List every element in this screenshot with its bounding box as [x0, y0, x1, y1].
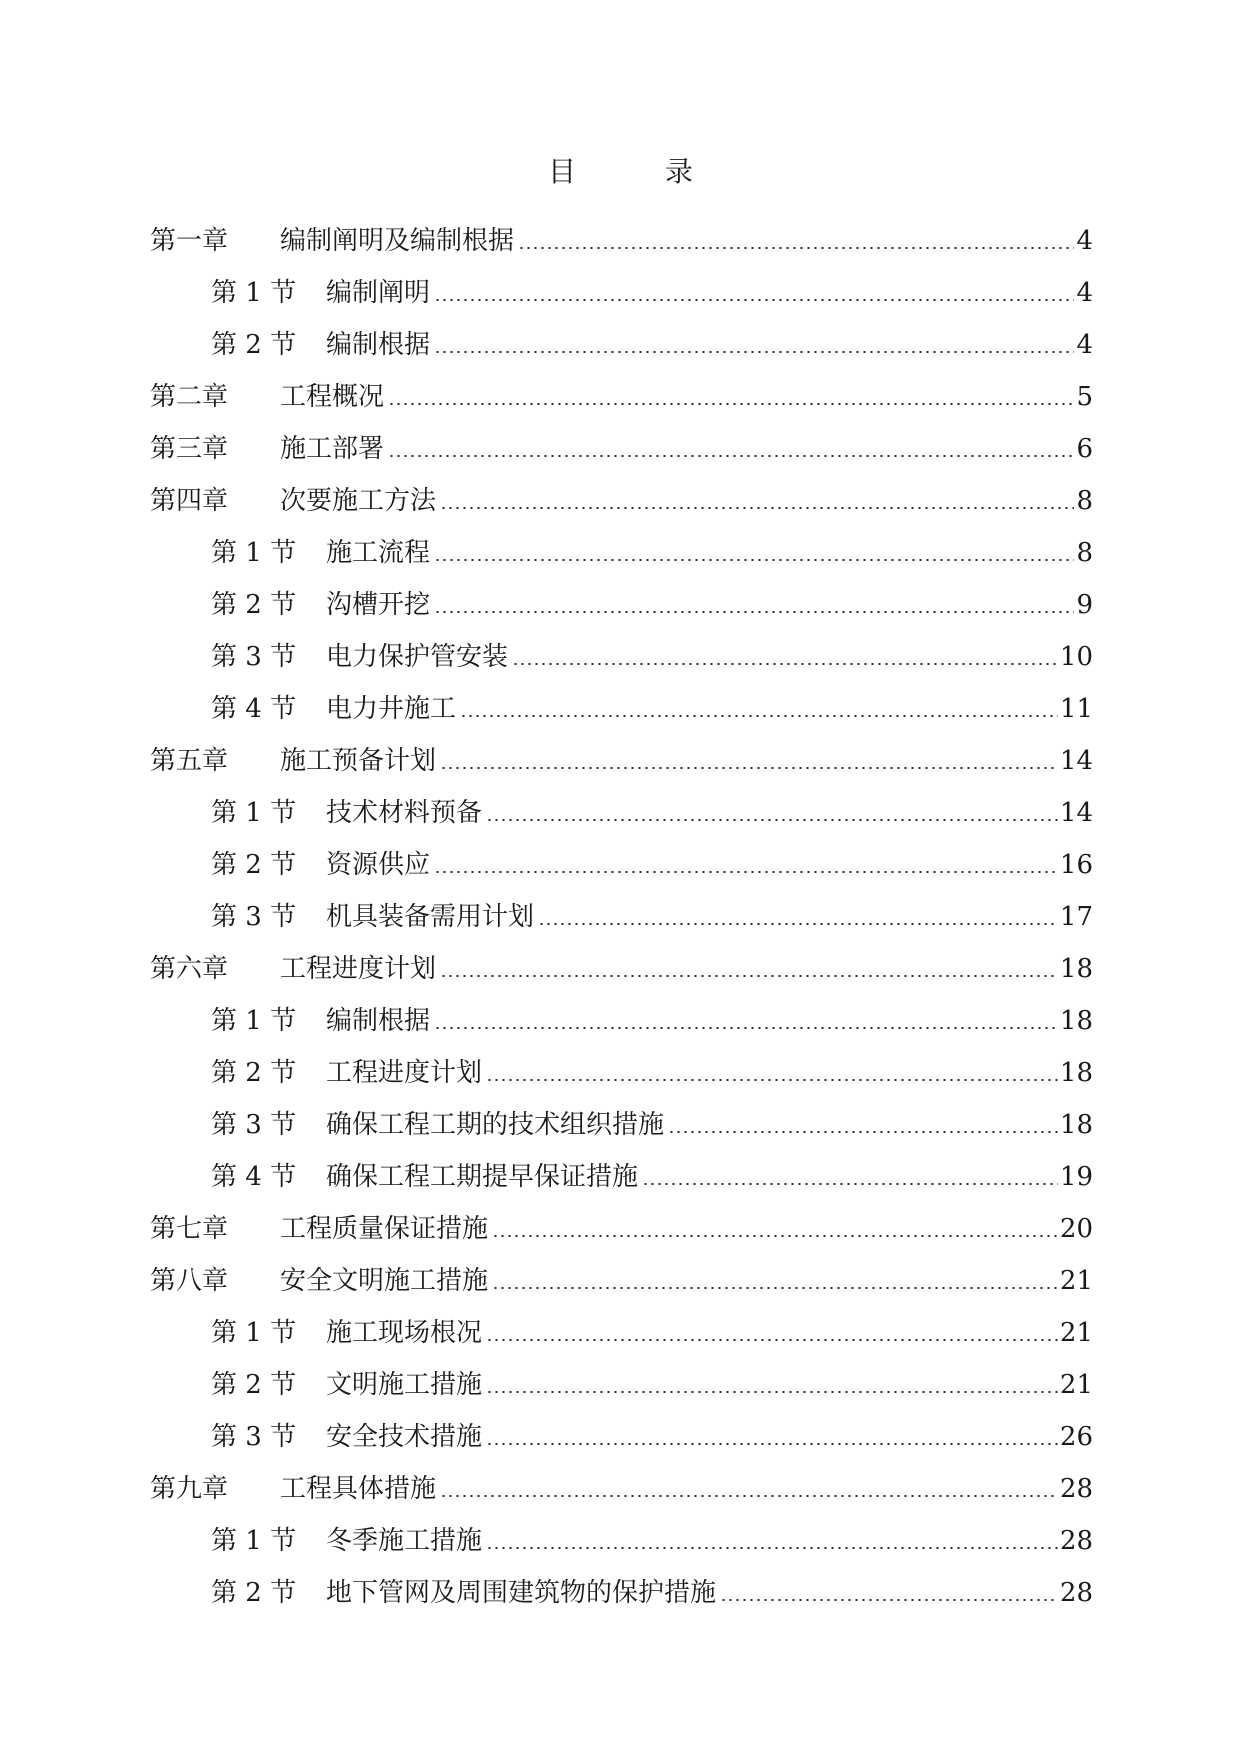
toc-page-number: 26 — [1059, 1422, 1093, 1452]
toc-entry-title: 电力井施工 — [326, 694, 457, 724]
toc-entry-title: 冬季施工措施 — [326, 1526, 483, 1556]
toc-chapter-entry[interactable] — [150, 725, 1093, 777]
toc-entry-title: 工程概况 — [280, 382, 385, 412]
toc-section-number: 第 3 节 — [211, 642, 297, 672]
toc-dot-leader — [440, 1494, 1058, 1498]
toc-section-entry[interactable] — [150, 1089, 1093, 1141]
toc-section-number: 第 1 节 — [211, 538, 297, 568]
toc-entry-title: 施工现场根况 — [326, 1318, 483, 1348]
toc-dot-leader — [486, 1078, 1058, 1082]
toc-dot-leader — [492, 1286, 1058, 1290]
toc-page-number: 28 — [1059, 1526, 1093, 1556]
toc-page-number: 6 — [1076, 434, 1093, 464]
toc-page-number: 4 — [1076, 278, 1093, 308]
toc-dot-leader — [434, 610, 1074, 614]
toc-dot-leader — [486, 1338, 1058, 1342]
toc-section-number: 第 1 节 — [211, 1318, 297, 1348]
toc-chapter-entry[interactable] — [150, 933, 1093, 985]
toc-entry-title: 资源供应 — [326, 850, 431, 880]
toc-section-number: 第 2 节 — [211, 330, 297, 360]
toc-section-entry[interactable] — [150, 829, 1093, 881]
toc-section-entry[interactable] — [150, 1349, 1093, 1401]
toc-entry-title: 编制阐明及编制根据 — [280, 226, 515, 256]
toc-chapter-entry[interactable] — [150, 1245, 1093, 1297]
toc-page-number: 8 — [1076, 538, 1093, 568]
toc-page-number: 19 — [1059, 1162, 1093, 1192]
toc-entry-title: 地下管网及周围建筑物的保护措施 — [326, 1578, 717, 1608]
toc-section-number: 第 2 节 — [211, 1370, 297, 1400]
toc-page-number: 20 — [1059, 1214, 1093, 1244]
toc-section-entry[interactable] — [150, 985, 1093, 1037]
toc-dot-leader — [538, 922, 1058, 926]
toc-entry-title: 施工预备计划 — [280, 746, 437, 776]
toc-chapter-number: 第四章 — [150, 486, 229, 516]
toc-entry-title: 工程具体措施 — [280, 1474, 437, 1504]
toc-dot-leader — [434, 870, 1058, 874]
toc-section-entry[interactable] — [150, 1297, 1093, 1349]
toc-entry-title: 编制根据 — [326, 1006, 431, 1036]
toc-section-number: 第 1 节 — [211, 798, 297, 828]
toc-section-entry[interactable] — [150, 1401, 1093, 1453]
toc-chapter-number: 第九章 — [150, 1474, 229, 1504]
toc-dot-leader — [388, 402, 1074, 406]
toc-chapter-entry[interactable] — [150, 413, 1093, 465]
toc-dot-leader — [642, 1182, 1058, 1186]
toc-section-entry[interactable] — [150, 309, 1093, 361]
toc-entry-title: 安全文明施工措施 — [280, 1266, 489, 1296]
toc-chapter-number: 第七章 — [150, 1214, 229, 1244]
toc-chapter-number: 第一章 — [150, 226, 229, 256]
toc-entry-title: 确保工程工期提早保证措施 — [326, 1162, 639, 1192]
toc-page-number: 18 — [1059, 1110, 1093, 1140]
toc-page-number: 28 — [1059, 1578, 1093, 1608]
toc-dot-leader — [486, 1442, 1058, 1446]
toc-dot-leader — [440, 506, 1074, 510]
toc-dot-leader — [434, 1026, 1058, 1030]
toc-chapter-number: 第八章 — [150, 1266, 229, 1296]
toc-section-entry[interactable] — [150, 517, 1093, 569]
toc-page-number: 21 — [1059, 1266, 1093, 1296]
toc-section-number: 第 4 节 — [211, 694, 297, 724]
toc-title: 目 录 — [548, 155, 733, 188]
toc-section-number: 第 1 节 — [211, 1006, 297, 1036]
toc-section-entry[interactable] — [150, 673, 1093, 725]
toc-entry-title: 编制根据 — [326, 330, 431, 360]
toc-page-number: 4 — [1076, 226, 1093, 256]
toc-section-number: 第 2 节 — [211, 590, 297, 620]
toc-section-number: 第 4 节 — [211, 1162, 297, 1192]
toc-chapter-entry[interactable] — [150, 361, 1093, 413]
toc-dot-leader — [388, 454, 1074, 458]
toc-entry-title: 沟槽开挖 — [326, 590, 431, 620]
toc-section-entry[interactable] — [150, 881, 1093, 933]
toc-dot-leader — [492, 1234, 1058, 1238]
toc-page-number: 11 — [1059, 694, 1093, 724]
toc-entry-title: 次要施工方法 — [280, 486, 437, 516]
table-of-contents — [150, 205, 1093, 1609]
toc-section-number: 第 3 节 — [211, 1110, 297, 1140]
toc-entry-title: 电力保护管安装 — [326, 642, 509, 672]
toc-page-number: 18 — [1059, 1006, 1093, 1036]
toc-section-number: 第 1 节 — [211, 1526, 297, 1556]
toc-entry-title: 确保工程工期的技术组织措施 — [326, 1110, 665, 1140]
toc-page-number: 17 — [1059, 902, 1093, 932]
toc-page-number: 21 — [1059, 1318, 1093, 1348]
toc-section-number: 第 2 节 — [211, 1058, 297, 1088]
toc-chapter-entry[interactable] — [150, 1193, 1093, 1245]
toc-entry-title: 施工部署 — [280, 434, 385, 464]
toc-entry-title: 文明施工措施 — [326, 1370, 483, 1400]
toc-section-number: 第 3 节 — [211, 902, 297, 932]
toc-chapter-number: 第二章 — [150, 382, 229, 412]
toc-page-number: 5 — [1076, 382, 1093, 412]
toc-page-number: 9 — [1076, 590, 1093, 620]
toc-entry-title: 工程进度计划 — [280, 954, 437, 984]
toc-page-number: 21 — [1059, 1370, 1093, 1400]
toc-section-entry[interactable] — [150, 1037, 1093, 1089]
toc-section-entry[interactable] — [150, 1557, 1093, 1609]
toc-entry-title: 机具装备需用计划 — [326, 902, 535, 932]
toc-page-number: 28 — [1059, 1474, 1093, 1504]
toc-page-number: 14 — [1059, 798, 1093, 828]
toc-dot-leader — [434, 558, 1074, 562]
toc-dot-leader — [486, 1390, 1058, 1394]
toc-dot-leader — [720, 1598, 1058, 1602]
toc-dot-leader — [668, 1130, 1058, 1134]
toc-section-entry[interactable] — [150, 1505, 1093, 1557]
toc-section-entry[interactable] — [150, 1141, 1093, 1193]
toc-section-number: 第 2 节 — [211, 850, 297, 880]
toc-dot-leader — [440, 766, 1058, 770]
toc-chapter-number: 第六章 — [150, 954, 229, 984]
toc-entry-title: 工程质量保证措施 — [280, 1214, 489, 1244]
toc-dot-leader — [486, 1546, 1058, 1550]
toc-dot-leader — [486, 818, 1058, 822]
toc-section-entry[interactable] — [150, 257, 1093, 309]
toc-dot-leader — [440, 974, 1058, 978]
toc-dot-leader — [512, 662, 1058, 666]
toc-entry-title: 技术材料预备 — [326, 798, 483, 828]
toc-page-number: 14 — [1059, 746, 1093, 776]
toc-page-number: 18 — [1059, 1058, 1093, 1088]
toc-section-entry[interactable] — [150, 569, 1093, 621]
toc-dot-leader — [460, 714, 1058, 718]
toc-dot-leader — [434, 298, 1074, 302]
toc-section-number: 第 2 节 — [211, 1578, 297, 1608]
toc-page-number: 4 — [1076, 330, 1093, 360]
toc-chapter-entry[interactable] — [150, 205, 1093, 257]
toc-chapter-number: 第三章 — [150, 434, 229, 464]
toc-page-number: 16 — [1059, 850, 1093, 880]
toc-dot-leader — [518, 246, 1074, 250]
toc-entry-title: 工程进度计划 — [326, 1058, 483, 1088]
toc-entry-title: 编制阐明 — [326, 278, 431, 308]
toc-section-number: 第 3 节 — [211, 1422, 297, 1452]
toc-chapter-number: 第五章 — [150, 746, 229, 776]
toc-page-number: 18 — [1059, 954, 1093, 984]
toc-chapter-entry[interactable] — [150, 1453, 1093, 1505]
toc-entry-title: 安全技术措施 — [326, 1422, 483, 1452]
toc-section-entry[interactable] — [150, 777, 1093, 829]
toc-section-number: 第 1 节 — [211, 278, 297, 308]
toc-page-number: 10 — [1059, 642, 1093, 672]
toc-dot-leader — [434, 350, 1074, 354]
toc-entry-title: 施工流程 — [326, 538, 431, 568]
toc-page-number: 8 — [1076, 486, 1093, 516]
toc-chapter-entry[interactable] — [150, 465, 1093, 517]
toc-section-entry[interactable] — [150, 621, 1093, 673]
